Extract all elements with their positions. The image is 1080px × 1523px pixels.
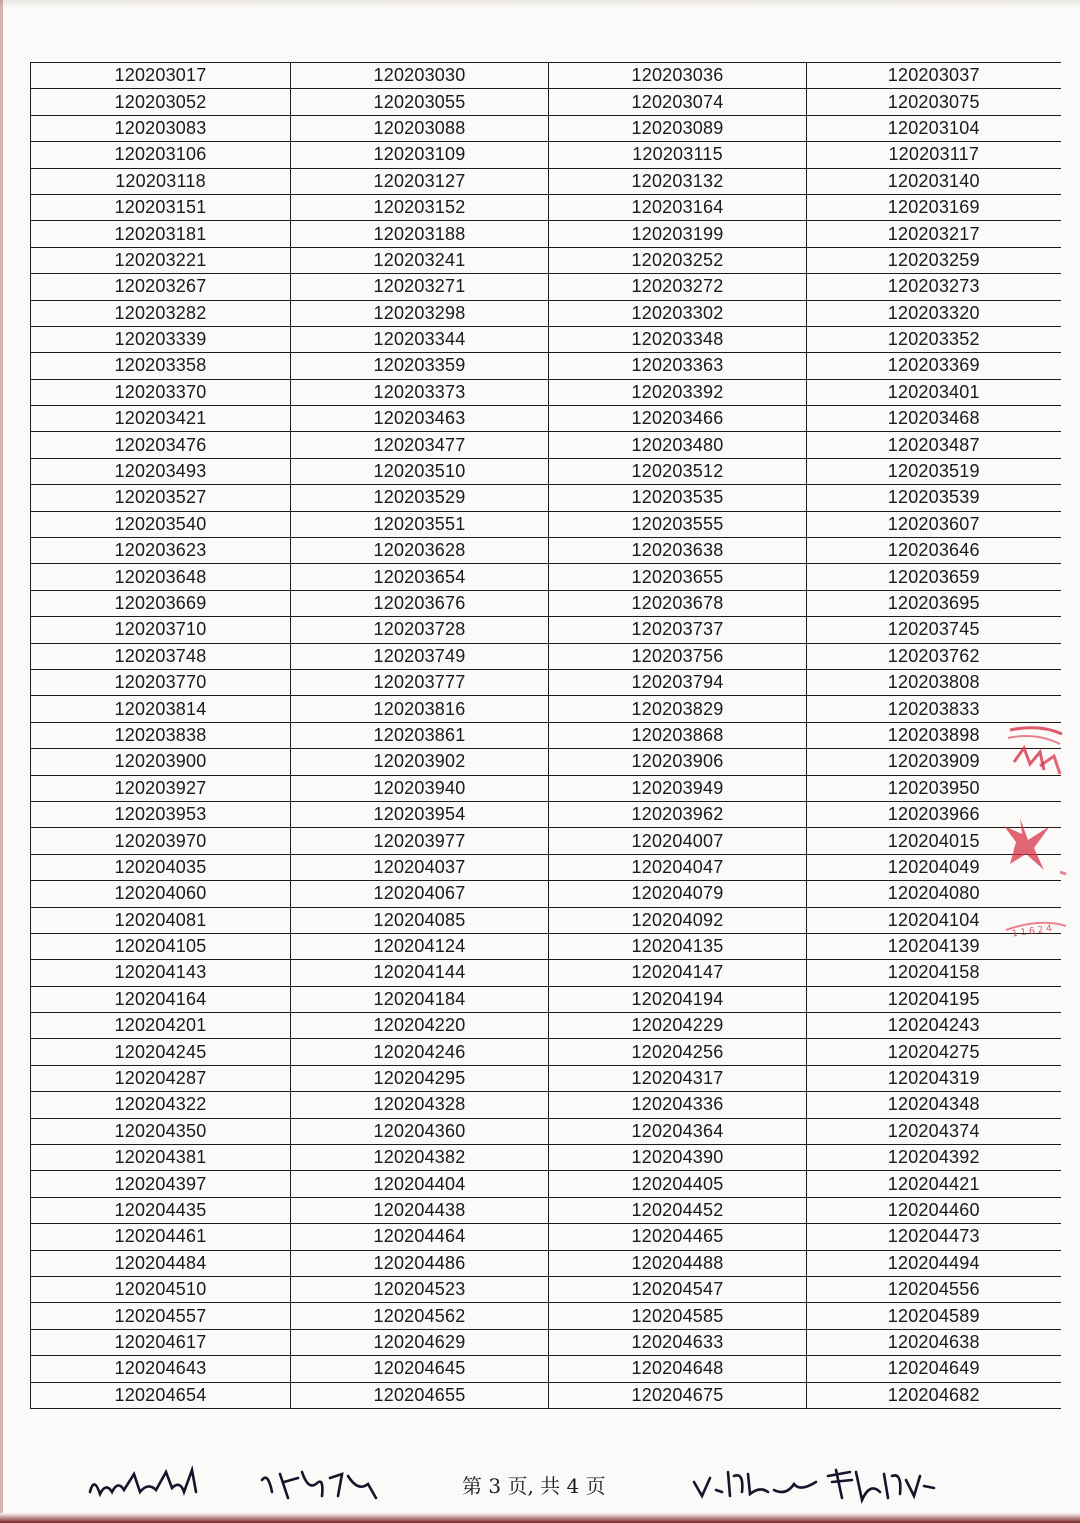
id-cell: 120204275 (807, 1039, 1061, 1065)
id-cell: 120203710 (31, 617, 291, 643)
id-cell: 120203816 (291, 696, 549, 722)
id-cell: 120203055 (291, 89, 549, 115)
id-cell: 120203756 (549, 643, 807, 669)
table-row (31, 960, 1061, 986)
id-cell: 120204195 (807, 986, 1061, 1012)
table-row (31, 590, 1061, 616)
id-cell: 120203271 (291, 274, 549, 300)
id-cell: 120203241 (291, 247, 549, 273)
id-cell: 120203527 (31, 485, 291, 511)
id-cell: 120204494 (807, 1250, 1061, 1276)
table-row (31, 933, 1061, 959)
id-cell: 120204486 (291, 1250, 549, 1276)
id-cell: 120204201 (31, 1013, 291, 1039)
id-cell: 120204360 (291, 1118, 549, 1144)
id-cell: 120203115 (549, 142, 807, 168)
id-cell: 120204390 (549, 1145, 807, 1171)
id-cell: 120203017 (31, 63, 291, 89)
table-row (31, 1065, 1061, 1091)
id-cell: 120203655 (549, 564, 807, 590)
id-cell: 120203272 (549, 274, 807, 300)
id-cell: 120204438 (291, 1197, 549, 1223)
id-cell: 120203659 (807, 564, 1061, 590)
id-cell: 120203900 (31, 749, 291, 775)
table-row (31, 221, 1061, 247)
id-cell: 120203966 (807, 801, 1061, 827)
id-cell: 120203109 (291, 142, 549, 168)
id-cell: 120203188 (291, 221, 549, 247)
table-row (31, 828, 1061, 854)
id-cell: 120204484 (31, 1250, 291, 1276)
table-row (31, 511, 1061, 537)
id-cell: 120203348 (549, 326, 807, 352)
table-row (31, 1145, 1061, 1171)
id-cell: 120204585 (549, 1303, 807, 1329)
table-row (31, 881, 1061, 907)
id-cell: 120204049 (807, 854, 1061, 880)
id-cell: 120204037 (291, 854, 549, 880)
id-cell: 120204194 (549, 986, 807, 1012)
id-cell: 120203075 (807, 89, 1061, 115)
id-cell: 120203487 (807, 432, 1061, 458)
id-cell: 120203512 (549, 458, 807, 484)
id-cell: 120203829 (549, 696, 807, 722)
id-cell: 120203221 (31, 247, 291, 273)
id-cell: 120203510 (291, 458, 549, 484)
id-cell: 120203052 (31, 89, 291, 115)
id-cell: 120203217 (807, 221, 1061, 247)
table-row (31, 1171, 1061, 1197)
id-cell: 120203320 (807, 300, 1061, 326)
id-cell: 120203477 (291, 432, 549, 458)
id-cell: 120203749 (291, 643, 549, 669)
id-cell: 120204589 (807, 1303, 1061, 1329)
id-cell: 120204105 (31, 933, 291, 959)
id-cell: 120204124 (291, 933, 549, 959)
id-number-table (30, 62, 1061, 1409)
id-cell: 120204092 (549, 907, 807, 933)
id-cell: 120204629 (291, 1329, 549, 1355)
id-cell: 120203259 (807, 247, 1061, 273)
id-cell: 120204256 (549, 1039, 807, 1065)
table-row (31, 538, 1061, 564)
id-cell: 120203463 (291, 406, 549, 432)
id-cell: 120204382 (291, 1145, 549, 1171)
table-row (31, 1382, 1061, 1408)
id-cell: 120203088 (291, 115, 549, 141)
id-cell: 120203164 (549, 194, 807, 220)
id-cell: 120204067 (291, 881, 549, 907)
id-cell: 120203282 (31, 300, 291, 326)
id-cell: 120204547 (549, 1276, 807, 1302)
table-row (31, 1118, 1061, 1144)
table-row (31, 168, 1061, 194)
id-cell: 120203181 (31, 221, 291, 247)
id-cell: 120204655 (291, 1382, 549, 1408)
id-cell: 120203676 (291, 590, 549, 616)
id-cell: 120203737 (549, 617, 807, 643)
id-cell: 120203607 (807, 511, 1061, 537)
id-cell: 120203628 (291, 538, 549, 564)
table-row (31, 353, 1061, 379)
table-row (31, 1224, 1061, 1250)
table-row (31, 115, 1061, 141)
table-row (31, 63, 1061, 89)
table-row (31, 986, 1061, 1012)
id-cell: 120203373 (291, 379, 549, 405)
table-row (31, 1013, 1061, 1039)
table-row (31, 1356, 1061, 1382)
id-cell: 120204081 (31, 907, 291, 933)
table-row (31, 669, 1061, 695)
id-cell: 120204633 (549, 1329, 807, 1355)
id-cell: 120204243 (807, 1013, 1061, 1039)
table-row (31, 274, 1061, 300)
id-cell: 120203106 (31, 142, 291, 168)
table-row (31, 432, 1061, 458)
table-body (31, 63, 1061, 1409)
signature-2 (258, 1462, 388, 1506)
table-row (31, 564, 1061, 590)
page-footer (0, 1462, 1080, 1512)
id-cell: 120204229 (549, 1013, 807, 1039)
table-row (31, 643, 1061, 669)
id-cell: 120203745 (807, 617, 1061, 643)
id-cell: 120203117 (807, 142, 1061, 168)
id-cell: 120203480 (549, 432, 807, 458)
table-row (31, 907, 1061, 933)
signature-1 (84, 1462, 214, 1506)
id-cell: 120204184 (291, 986, 549, 1012)
official-seal (1000, 722, 1080, 952)
id-cell: 120203861 (291, 722, 549, 748)
id-cell: 120203898 (807, 722, 1061, 748)
id-cell: 120203267 (31, 274, 291, 300)
table-row (31, 1250, 1061, 1276)
id-cell: 120204654 (31, 1382, 291, 1408)
id-cell: 120203083 (31, 115, 291, 141)
table-row (31, 326, 1061, 352)
id-cell: 120204649 (807, 1356, 1061, 1382)
id-cell: 120203623 (31, 538, 291, 564)
id-cell: 120203074 (549, 89, 807, 115)
id-cell: 120204158 (807, 960, 1061, 986)
id-cell: 120204015 (807, 828, 1061, 854)
id-cell: 120203151 (31, 194, 291, 220)
id-cell: 120203369 (807, 353, 1061, 379)
table-row (31, 722, 1061, 748)
id-cell: 120204562 (291, 1303, 549, 1329)
id-cell: 120204488 (549, 1250, 807, 1276)
id-cell: 120203950 (807, 775, 1061, 801)
id-cell: 120204464 (291, 1224, 549, 1250)
id-cell: 120203794 (549, 669, 807, 695)
id-cell: 120204147 (549, 960, 807, 986)
id-cell: 120204435 (31, 1197, 291, 1223)
table-row (31, 749, 1061, 775)
id-cell: 120203695 (807, 590, 1061, 616)
id-cell: 120204523 (291, 1276, 549, 1302)
id-cell: 120204085 (291, 907, 549, 933)
id-cell: 120203927 (31, 775, 291, 801)
id-cell: 120203906 (549, 749, 807, 775)
table-row (31, 696, 1061, 722)
id-cell: 120204336 (549, 1092, 807, 1118)
id-cell: 120203555 (549, 511, 807, 537)
id-cell: 120204473 (807, 1224, 1061, 1250)
id-cell: 120204452 (549, 1197, 807, 1223)
id-cell: 120204465 (549, 1224, 807, 1250)
id-cell: 120203808 (807, 669, 1061, 695)
table-row (31, 1197, 1061, 1223)
id-cell: 120203493 (31, 458, 291, 484)
table-row (31, 142, 1061, 168)
id-cell: 120203539 (807, 485, 1061, 511)
id-cell: 120203468 (807, 406, 1061, 432)
id-cell: 120203940 (291, 775, 549, 801)
table-row (31, 801, 1061, 827)
id-cell: 120203529 (291, 485, 549, 511)
id-cell: 120204060 (31, 881, 291, 907)
id-cell: 120204144 (291, 960, 549, 986)
id-cell: 120204350 (31, 1118, 291, 1144)
table-row (31, 1092, 1061, 1118)
id-cell: 120203152 (291, 194, 549, 220)
id-cell: 120203814 (31, 696, 291, 722)
id-cell: 120203302 (549, 300, 807, 326)
id-cell: 120204246 (291, 1039, 549, 1065)
id-cell: 120204643 (31, 1356, 291, 1382)
id-cell: 120204682 (807, 1382, 1061, 1408)
id-cell: 120204617 (31, 1329, 291, 1355)
id-cell: 120204143 (31, 960, 291, 986)
id-cell: 120203363 (549, 353, 807, 379)
id-cell: 120203370 (31, 379, 291, 405)
id-cell: 120203358 (31, 353, 291, 379)
page-number: 第 3 页, 共 4 页 (462, 1474, 606, 1498)
table-row (31, 458, 1061, 484)
id-cell: 120204328 (291, 1092, 549, 1118)
id-cell: 120204460 (807, 1197, 1061, 1223)
id-cell: 120203339 (31, 326, 291, 352)
id-cell: 120203868 (549, 722, 807, 748)
id-cell: 120203777 (291, 669, 549, 695)
table-row (31, 854, 1061, 880)
id-cell: 120203962 (549, 801, 807, 827)
id-cell: 120203748 (31, 643, 291, 669)
id-cell: 120204287 (31, 1065, 291, 1091)
id-cell: 120204080 (807, 881, 1061, 907)
id-cell: 120204139 (807, 933, 1061, 959)
id-cell: 120203392 (549, 379, 807, 405)
id-cell: 120203252 (549, 247, 807, 273)
id-cell: 120204164 (31, 986, 291, 1012)
id-cell: 120203902 (291, 749, 549, 775)
id-cell: 120204405 (549, 1171, 807, 1197)
id-cell: 120204556 (807, 1276, 1061, 1302)
id-cell: 120203953 (31, 801, 291, 827)
table-row (31, 247, 1061, 273)
table-row (31, 1276, 1061, 1302)
id-cell: 120203838 (31, 722, 291, 748)
id-cell: 120203466 (549, 406, 807, 432)
id-cell: 120204007 (549, 828, 807, 854)
id-cell: 120204421 (807, 1171, 1061, 1197)
id-cell: 120203476 (31, 432, 291, 458)
id-cell: 120203535 (549, 485, 807, 511)
id-cell: 120203036 (549, 63, 807, 89)
id-cell: 120204374 (807, 1118, 1061, 1144)
table-row (31, 406, 1061, 432)
id-cell: 120204135 (549, 933, 807, 959)
id-cell: 120203104 (807, 115, 1061, 141)
signature-3 (690, 1462, 820, 1506)
id-cell: 120204392 (807, 1145, 1061, 1171)
table-row (31, 379, 1061, 405)
page-bottom-edge (0, 1513, 1080, 1523)
id-cell: 120203954 (291, 801, 549, 827)
id-cell: 120203678 (549, 590, 807, 616)
id-cell: 120203421 (31, 406, 291, 432)
id-cell: 120204381 (31, 1145, 291, 1171)
id-cell: 120204047 (549, 854, 807, 880)
id-cell: 120204295 (291, 1065, 549, 1091)
id-cell: 120203770 (31, 669, 291, 695)
table-row (31, 617, 1061, 643)
id-cell: 120204675 (549, 1382, 807, 1408)
id-cell: 120203638 (549, 538, 807, 564)
table-row (31, 1303, 1061, 1329)
id-cell: 120203519 (807, 458, 1061, 484)
id-cell: 120204397 (31, 1171, 291, 1197)
signature-4 (822, 1462, 942, 1506)
id-cell: 120203089 (549, 115, 807, 141)
id-cell: 120203352 (807, 326, 1061, 352)
id-cell: 120204322 (31, 1092, 291, 1118)
table-row (31, 1329, 1061, 1355)
id-cell: 120203169 (807, 194, 1061, 220)
id-cell: 120204079 (549, 881, 807, 907)
id-cell: 120203949 (549, 775, 807, 801)
id-cell: 120203654 (291, 564, 549, 590)
id-cell: 120204461 (31, 1224, 291, 1250)
id-cell: 120204510 (31, 1276, 291, 1302)
id-cell: 120203669 (31, 590, 291, 616)
id-cell: 120204220 (291, 1013, 549, 1039)
id-cell: 120203646 (807, 538, 1061, 564)
id-cell: 120204035 (31, 854, 291, 880)
id-cell: 120204104 (807, 907, 1061, 933)
table-row (31, 300, 1061, 326)
id-cell: 120203977 (291, 828, 549, 854)
id-cell: 120203140 (807, 168, 1061, 194)
id-cell: 120203118 (31, 168, 291, 194)
svg-text:1 1 6 2 4: 1 1 6 2 4 (1011, 923, 1053, 940)
id-cell: 120203030 (291, 63, 549, 89)
id-cell: 120203199 (549, 221, 807, 247)
page-top-edge (0, 0, 1080, 8)
id-cell: 120204557 (31, 1303, 291, 1329)
id-cell: 120204348 (807, 1092, 1061, 1118)
id-cell: 120203762 (807, 643, 1061, 669)
table-row (31, 194, 1061, 220)
id-cell: 120204319 (807, 1065, 1061, 1091)
id-cell: 120204245 (31, 1039, 291, 1065)
id-cell: 120203909 (807, 749, 1061, 775)
id-cell: 120204638 (807, 1329, 1061, 1355)
id-cell: 120203298 (291, 300, 549, 326)
id-cell: 120204645 (291, 1356, 549, 1382)
id-cell: 120203728 (291, 617, 549, 643)
id-cell: 120203540 (31, 511, 291, 537)
id-cell: 120203273 (807, 274, 1061, 300)
id-cell: 120204364 (549, 1118, 807, 1144)
id-cell: 120203970 (31, 828, 291, 854)
table-row (31, 485, 1061, 511)
table-row (31, 775, 1061, 801)
id-cell: 120203833 (807, 696, 1061, 722)
id-cell: 120204404 (291, 1171, 549, 1197)
id-cell: 120203401 (807, 379, 1061, 405)
id-cell: 120203037 (807, 63, 1061, 89)
table-row (31, 89, 1061, 115)
id-cell: 120203127 (291, 168, 549, 194)
page-left-edge (0, 0, 3, 1523)
id-cell: 120203551 (291, 511, 549, 537)
table-row (31, 1039, 1061, 1065)
id-cell: 120204648 (549, 1356, 807, 1382)
id-cell: 120203648 (31, 564, 291, 590)
id-cell: 120203132 (549, 168, 807, 194)
id-cell: 120204317 (549, 1065, 807, 1091)
id-cell: 120203344 (291, 326, 549, 352)
id-cell: 120203359 (291, 353, 549, 379)
